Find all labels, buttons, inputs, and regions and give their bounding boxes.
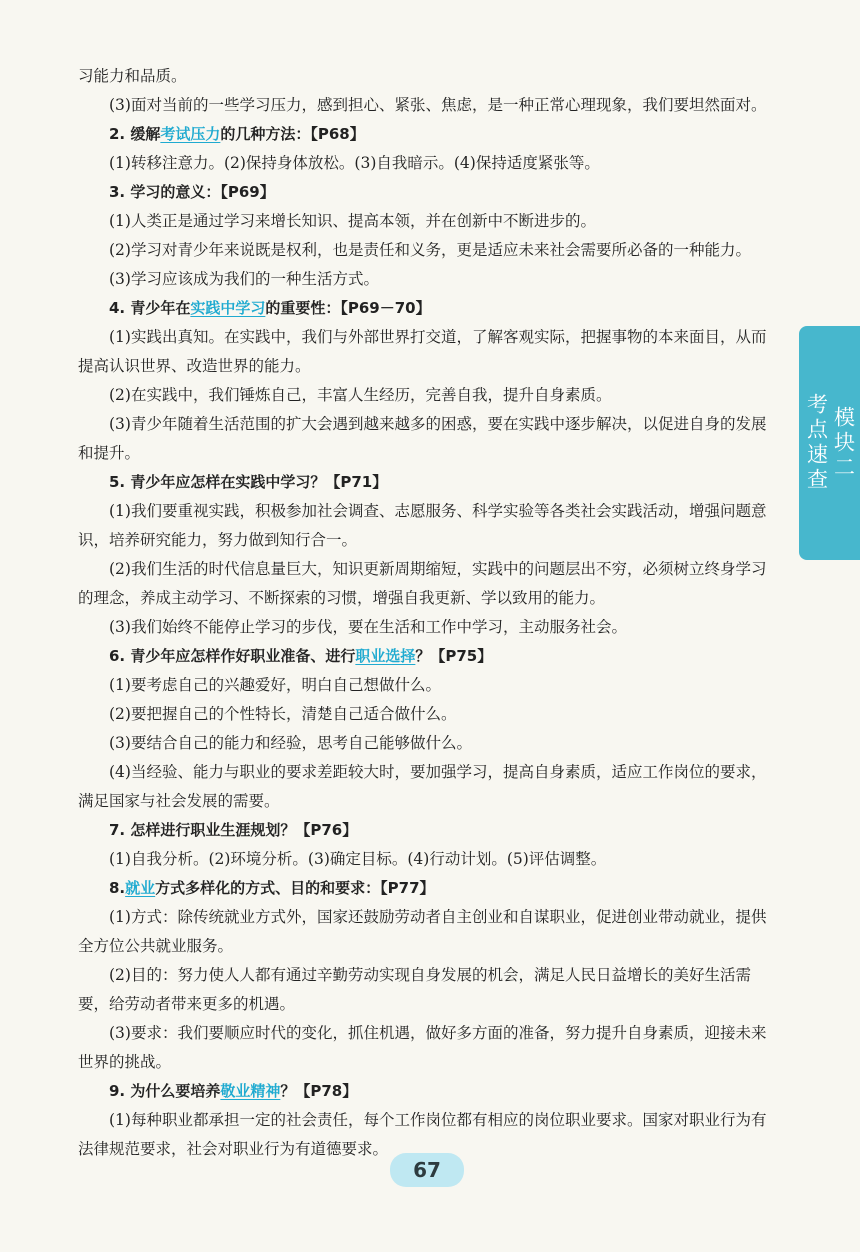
heading-text: 方式多样化的方式、目的和要求：【P77】 xyxy=(155,879,435,897)
page-number: 67 xyxy=(390,1153,464,1187)
heading-text: 5. 青少年应怎样在实践中学习？【P71】 xyxy=(109,473,388,491)
heading-text: ？【P78】 xyxy=(280,1082,358,1100)
section-heading xyxy=(78,294,780,323)
heading-text: 2. 缓解 xyxy=(109,125,161,143)
section-heading xyxy=(78,178,780,207)
paragraph: (2)我们生活的时代信息量巨大，知识更新周期缩短，实践中的问题层出不穷，必须树立终身学习的理念，养成主动学习、不断探索的习惯，增强自我更新、学以致用的能力。 xyxy=(78,560,767,607)
paragraph: (1)实践出真知。在实践中，我们与外部世界打交道，了解客观实际，把握事物的本来面目，从而提高认识世界、改造世界的能力。 xyxy=(78,328,767,375)
highlighted-keyword: 职业选择 xyxy=(355,647,416,665)
paragraph: (2)学习对青少年来说既是权利，也是责任和义务，更是适应未来社会需要所必备的一种能力。 xyxy=(109,241,751,259)
paragraph: (1)我们要重视实践，积极参加社会调查、志愿服务、科学实验等各类社会实践活动，增强问题意识，培养研究能力，努力做到知行合一。 xyxy=(78,502,767,549)
paragraph: (2)目的：努力使人人都有通过辛勤劳动实现自身发展的机会，满足人民日益增长的美好生活需要，给劳动者带来更多的机遇。 xyxy=(78,966,751,1013)
section-heading xyxy=(78,468,780,497)
paragraph: (3)学习应该成为我们的一种生活方式。 xyxy=(109,270,379,288)
paragraph: (3)青少年随着生活范围的扩大会遇到越来越多的困惑，要在实践中逐步解决，以促进自身的发展和提升。 xyxy=(78,415,767,462)
heading-text: 7. 怎样进行职业生涯规划？【P76】 xyxy=(109,821,358,839)
paragraph: (1)每种职业都承担一定的社会责任，每个工作岗位都有相应的岗位职业要求。国家对职业行为有法律规范要求，社会对职业行为有道德要求。 xyxy=(78,1111,767,1158)
paragraph: (2)要把握自己的个性特长，清楚自己适合做什么。 xyxy=(109,705,457,723)
heading-text: 8. xyxy=(109,879,126,897)
paragraph: (3)我们始终不能停止学习的步伐，要在生活和工作中学习，主动服务社会。 xyxy=(109,618,627,636)
paragraph: (3)面对当前的一些学习压力，感到担心、紧张、焦虑，是一种正常心理现象，我们要坦然面对。 xyxy=(109,96,767,114)
heading-text: 9. 为什么要培养 xyxy=(109,1082,221,1100)
section-heading xyxy=(78,1077,780,1106)
heading-text: 的重要性：【P69－70】 xyxy=(265,299,431,317)
heading-text: 3. 学习的意义：【P69】 xyxy=(109,183,275,201)
paragraph: (3)要求：我们要顺应时代的变化，抓住机遇，做好多方面的准备，努力提升自身素质，迎接未来世界的挑战。 xyxy=(78,1024,767,1071)
heading-text: 的几种方法：【P68】 xyxy=(220,125,365,143)
section-heading xyxy=(78,874,780,903)
section-heading xyxy=(78,816,780,845)
paragraph: 习能力和品质。 xyxy=(78,67,187,85)
section-heading xyxy=(78,642,780,671)
section-tab xyxy=(799,326,860,560)
section-label: 考点速查 xyxy=(804,393,829,493)
paragraph: (1)方式：除传统就业方式外，国家还鼓励劳动者自主创业和自谋职业，促进创业带动就业，提供全方位公共就业服务。 xyxy=(78,908,767,955)
heading-text: 4. 青少年在 xyxy=(109,299,191,317)
paragraph: (3)要结合自己的能力和经验，思考自己能够做什么。 xyxy=(109,734,472,752)
section-heading xyxy=(78,120,780,149)
heading-text: ？【P75】 xyxy=(415,647,493,665)
highlighted-keyword: 实践中学习 xyxy=(190,299,266,317)
paragraph: (4)当经验、能力与职业的要求差距较大时，要加强学习，提高自身素质，适应工作岗位的要求，满足国家与社会发展的需要。 xyxy=(78,763,767,810)
paragraph: (1)转移注意力。(2)保持身体放松。(3)自我暗示。(4)保持适度紧张等。 xyxy=(109,154,600,172)
highlighted-keyword: 敬业精神 xyxy=(220,1082,281,1100)
module-label: 模块二 xyxy=(831,405,856,481)
paragraph: (1)人类正是通过学习来增长知识、提高本领，并在创新中不断进步的。 xyxy=(109,212,596,230)
paragraph: (2)在实践中，我们锤炼自己，丰富人生经历，完善自我，提升自身素质。 xyxy=(109,386,612,404)
heading-text: 6. 青少年应怎样作好职业准备、进行 xyxy=(109,647,356,665)
highlighted-keyword: 考试压力 xyxy=(160,125,221,143)
paragraph: (1)要考虑自己的兴趣爱好，明白自己想做什么。 xyxy=(109,676,441,694)
paragraph: (1)自我分析。(2)环境分析。(3)确定目标。(4)行动计划。(5)评估调整。 xyxy=(109,850,607,868)
page-body xyxy=(78,62,780,1164)
highlighted-keyword: 就业 xyxy=(125,879,156,897)
